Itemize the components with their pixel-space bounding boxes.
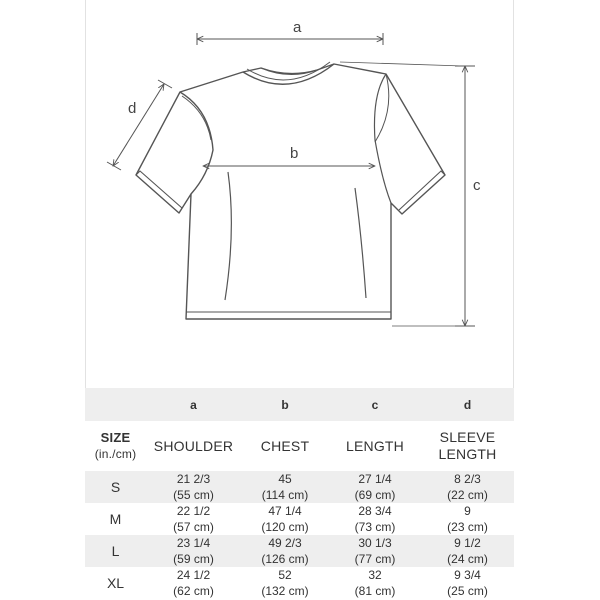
size-label: M (85, 503, 146, 535)
measurement-inches: 8 2/3 (454, 472, 481, 486)
header-shoulder (146, 421, 241, 471)
measurement-cm: (25 cm) (447, 584, 488, 598)
measurement-inches: 27 1/4 (358, 472, 392, 486)
dimension-c (340, 62, 475, 326)
label-b: b (290, 145, 299, 162)
header-label-line1: SLEEVE (439, 429, 496, 445)
measurement-cm: (23 cm) (447, 520, 488, 534)
measurement-cell (421, 535, 514, 567)
table-row (85, 471, 514, 503)
measurement-cell (146, 535, 241, 567)
header-label: CHEST (260, 437, 310, 454)
measurement-cell (146, 471, 241, 503)
measurement-cell (421, 503, 514, 535)
measurement-cm: (126 cm) (261, 552, 309, 566)
measurement-cell (329, 471, 421, 503)
measurement-inches: 9 1/2 (454, 536, 481, 550)
header-label: SHOULDER (153, 437, 234, 454)
header-length (329, 421, 421, 471)
size-label: L (85, 535, 146, 567)
measurement-inches: 23 1/4 (176, 536, 211, 550)
label-d: d (128, 100, 137, 117)
measurement-inches: 47 1/4 (268, 504, 302, 518)
measurement-cm: (69 cm) (354, 488, 396, 502)
label-a: a (293, 19, 302, 36)
size-header-line2: (in./cm) (94, 447, 137, 461)
measurement-cell (146, 567, 241, 599)
measurement-inches: 32 (368, 568, 382, 582)
measurement-inches: 9 3/4 (454, 568, 481, 582)
measurement-cell (421, 471, 514, 503)
header-chest (241, 421, 329, 471)
size-label: XL (85, 567, 146, 599)
measurement-cm: (114 cm) (261, 488, 309, 502)
measurement-inches: 28 3/4 (358, 504, 392, 518)
measurement-cell (329, 535, 421, 567)
table-header-row (85, 421, 514, 471)
size-chart-table (85, 388, 514, 599)
measurement-inches: 52 (278, 568, 292, 582)
table-cell (85, 388, 146, 421)
measurement-cm: (77 cm) (354, 552, 396, 566)
measurement-cell (421, 567, 514, 599)
table-row (85, 503, 514, 535)
measurement-cell (241, 503, 329, 535)
table-row (85, 535, 514, 567)
measurement-cm: (62 cm) (173, 584, 214, 598)
size-header-line1: SIZE (100, 430, 131, 445)
label-c: c (473, 177, 481, 194)
size-header (85, 421, 146, 471)
header-sleeve-length (421, 421, 514, 471)
measurement-cm: (81 cm) (354, 584, 396, 598)
tshirt-outline (136, 62, 445, 319)
measurement-cm: (24 cm) (447, 552, 488, 566)
header-label: LENGTH (346, 437, 404, 454)
measurement-cm: (22 cm) (447, 488, 488, 502)
measurement-cm: (132 cm) (261, 584, 309, 598)
measurement-cm: (57 cm) (173, 520, 214, 534)
column-letter-d: d (421, 388, 514, 421)
measurement-inches: 30 1/3 (358, 536, 392, 550)
measurement-inches: 49 2/3 (268, 536, 302, 550)
size-label: S (85, 471, 146, 503)
measurement-cell (146, 503, 241, 535)
measurement-cell (241, 535, 329, 567)
measurement-inches: 9 (464, 504, 471, 518)
measurement-cell (241, 567, 329, 599)
table-letter-row (85, 388, 514, 421)
table-row (85, 567, 514, 599)
measurement-cell (241, 471, 329, 503)
measurement-cell (329, 567, 421, 599)
column-letter-a: a (146, 388, 241, 421)
measurement-inches: 22 1/2 (176, 504, 211, 518)
measurement-cell (329, 503, 421, 535)
header-label-line2: LENGTH (438, 446, 497, 462)
measurement-cm: (59 cm) (173, 552, 214, 566)
measurement-cm: (73 cm) (354, 520, 396, 534)
measurement-cm: (55 cm) (173, 488, 214, 502)
measurement-inches: 21 2/3 (176, 472, 211, 486)
dimension-a (197, 33, 383, 45)
measurement-inches: 45 (278, 472, 292, 486)
measurement-cm: (120 cm) (261, 520, 309, 534)
measurement-inches: 24 1/2 (176, 568, 211, 582)
column-letter-b: b (241, 388, 329, 421)
column-letter-c: c (329, 388, 421, 421)
